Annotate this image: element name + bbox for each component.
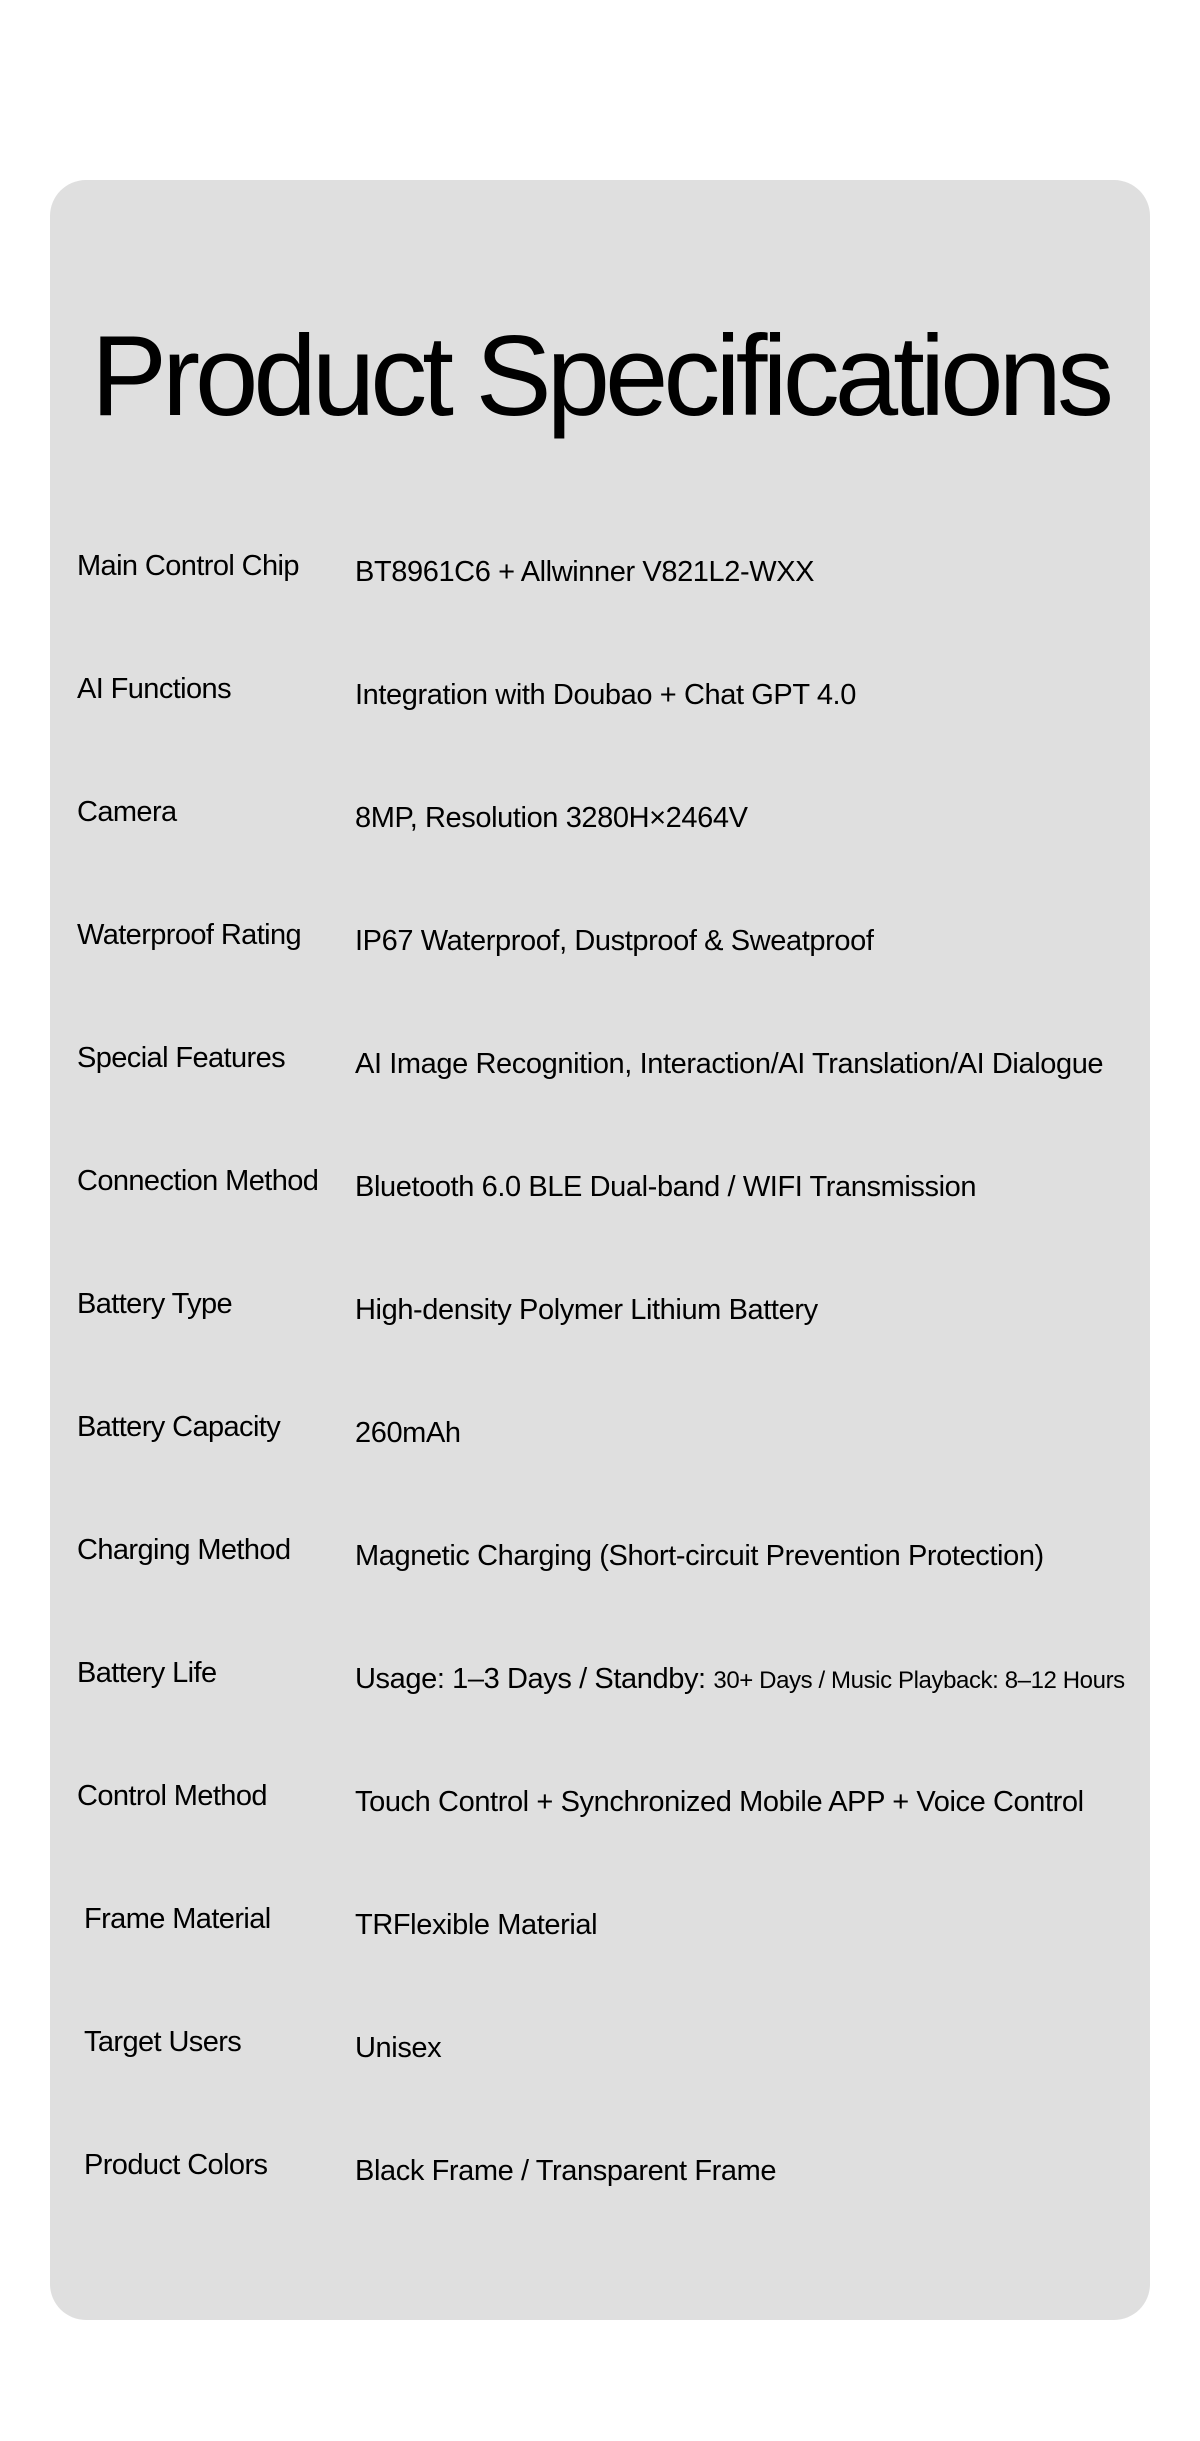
spec-value: Bluetooth 6.0 BLE Dual-band / WIFI Transmission <box>355 1171 977 1203</box>
spec-value: TRFlexible Material <box>355 1909 598 1941</box>
spec-label: AI Functions <box>77 673 231 705</box>
spec-value: 8MP, Resolution 3280H×2464V <box>355 802 748 834</box>
spec-row-battery-life <box>50 1655 1150 1715</box>
spec-value: IP67 Waterproof, Dustproof & Sweatproof <box>355 925 874 957</box>
spec-label: Frame Material <box>84 1903 271 1935</box>
spec-value: Black Frame / Transparent Frame <box>355 2155 777 2187</box>
spec-label: Connection Method <box>77 1165 319 1197</box>
spec-label: Battery Type <box>77 1288 233 1320</box>
spec-label: Battery Life <box>77 1657 217 1689</box>
spec-label: Charging Method <box>77 1534 291 1566</box>
spec-row-camera <box>50 794 1150 854</box>
spec-label: Control Method <box>77 1780 267 1812</box>
spec-value <box>355 1661 1125 1699</box>
spec-row-battery-type <box>50 1286 1150 1346</box>
spec-value: Magnetic Charging (Short-circuit Prevention Protection) <box>355 1540 1044 1572</box>
spec-label: Camera <box>77 796 177 828</box>
spec-row-product-colors <box>50 2147 1150 2207</box>
spec-value: BT8961C6 + Allwinner V821L2-WXX <box>355 556 815 588</box>
page-title: Product Specifications <box>91 313 1109 440</box>
spec-row-waterproof-rating <box>50 917 1150 977</box>
spec-row-frame-material <box>50 1901 1150 1961</box>
spec-label: Target Users <box>84 2026 242 2058</box>
spec-row-special-features <box>50 1040 1150 1100</box>
spec-value-small: 30+ Days / Music Playback: 8–12 Hours <box>713 1667 1125 1694</box>
spec-row-main-control-chip <box>50 548 1150 608</box>
spec-value: Unisex <box>355 2032 442 2064</box>
spec-row-battery-capacity <box>50 1409 1150 1469</box>
spec-value: High-density Polymer Lithium Battery <box>355 1294 818 1326</box>
spec-row-control-method <box>50 1778 1150 1838</box>
spec-row-ai-functions <box>50 671 1150 731</box>
spec-label: Main Control Chip <box>77 550 299 582</box>
spec-label: Battery Capacity <box>77 1411 281 1443</box>
spec-card <box>50 180 1150 2320</box>
spec-row-charging-method <box>50 1532 1150 1592</box>
spec-label: Product Colors <box>84 2149 268 2181</box>
spec-row-connection-method <box>50 1163 1150 1223</box>
spec-label: Waterproof Rating <box>77 919 302 951</box>
spec-row-target-users <box>50 2024 1150 2084</box>
spec-value: 260mAh <box>355 1417 461 1449</box>
spec-value: Touch Control + Synchronized Mobile APP + Voice Control <box>355 1786 1084 1818</box>
spec-label: Special Features <box>77 1042 286 1074</box>
spec-value-main: Usage: 1–3 Days / Standby: <box>355 1663 706 1695</box>
spec-value: Integration with Doubao + Chat GPT 4.0 <box>355 679 856 711</box>
spec-value: AI Image Recognition, Interaction/AI Translation/AI Dialogue <box>355 1048 1104 1080</box>
